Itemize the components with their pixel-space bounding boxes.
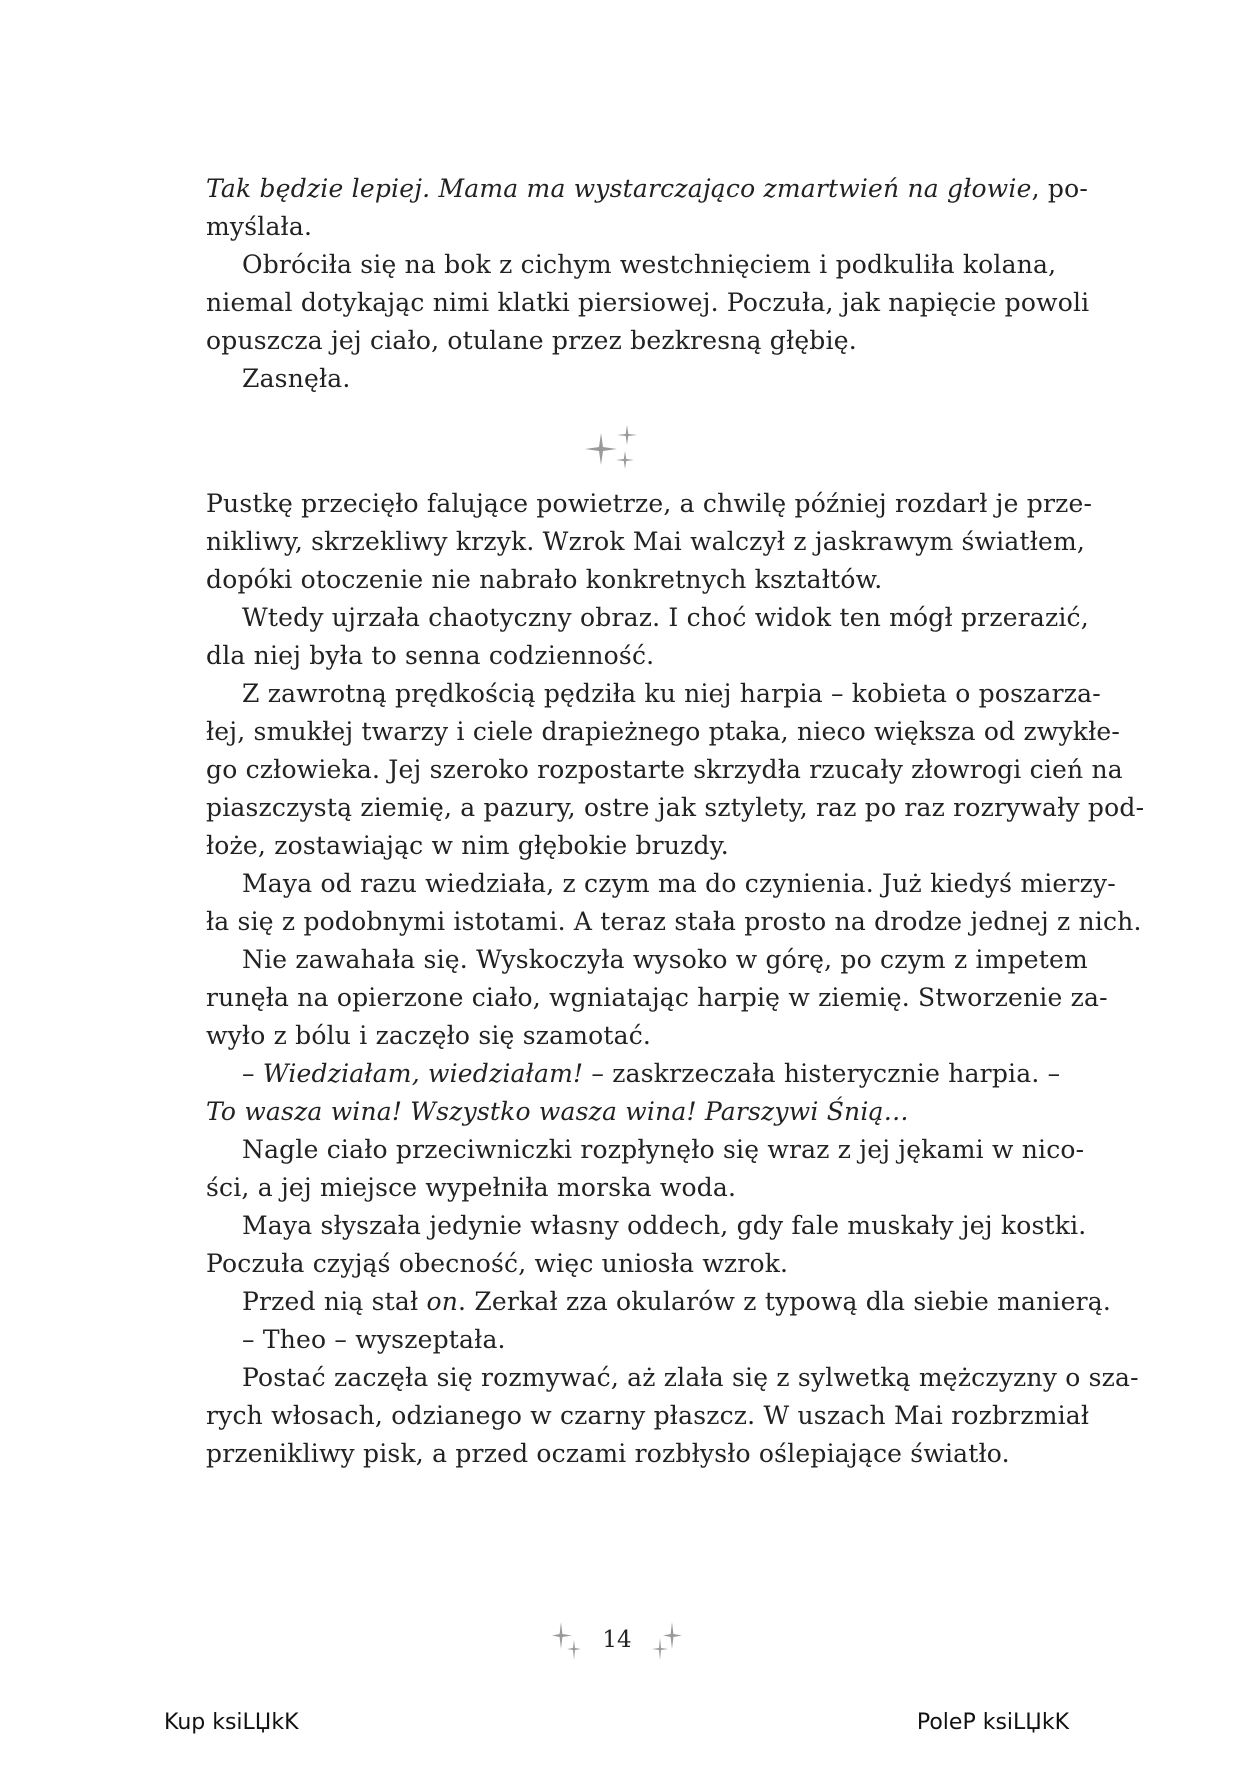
text-line bbox=[206, 979, 1108, 1017]
text-line bbox=[206, 1093, 1026, 1131]
text-line bbox=[206, 865, 1116, 903]
text-run: opuszcza jej ciało, otulane przez bezkresną głębię. bbox=[206, 326, 857, 355]
text-run: , po- bbox=[1031, 174, 1089, 203]
text-line bbox=[206, 789, 1145, 827]
italic-text: on bbox=[426, 1287, 459, 1316]
buy-book-link[interactable]: Kup ksiLЏkK bbox=[164, 1710, 299, 1735]
text-line bbox=[206, 1283, 1112, 1321]
text-line bbox=[206, 208, 1026, 246]
text-run: łoże, zostawiając w nim głębokie bruzdy. bbox=[206, 831, 729, 860]
text-run: Zasnęła. bbox=[242, 364, 351, 393]
text-run: przenikliwy pisk, a przed oczami rozbłysło oślepiające światło. bbox=[206, 1439, 1010, 1468]
text-line bbox=[206, 751, 1123, 789]
text-run: Pustkę przecięło falujące powietrze, a chwilę później rozdarł je prze- bbox=[206, 489, 1093, 518]
text-run: Wtedy ujrzała chaotyczny obraz. I choć widok ten mógł przerazić, bbox=[242, 603, 1089, 632]
text-line bbox=[206, 637, 1026, 675]
text-run: – Theo – wyszeptała. bbox=[242, 1325, 506, 1354]
text-line bbox=[206, 1017, 1026, 1055]
text-run: Przed nią stał bbox=[242, 1287, 427, 1316]
text-run: Z zawrotną prędkością pędziła ku niej harpia – kobieta o poszarza- bbox=[242, 679, 1101, 708]
text-line bbox=[206, 1207, 1087, 1245]
text-run: – bbox=[242, 1059, 263, 1088]
sparkle-stars-icon bbox=[552, 1618, 582, 1662]
text-run: wyło z bólu i zaczęło się szamotać. bbox=[206, 1021, 652, 1050]
text-run: piaszczystą ziemię, a pazury, ostre jak sztylety, raz po raz rozrywały pod- bbox=[206, 793, 1145, 822]
text-line bbox=[206, 599, 1089, 637]
text-line bbox=[206, 561, 1026, 599]
text-run: Nie zawahała się. Wyskoczyła wysoko w górę, po czym z impetem bbox=[242, 945, 1088, 974]
text-run: rych włosach, odzianego w czarny płaszcz. W uszach Mai rozbrzmiał bbox=[206, 1401, 1090, 1430]
text-run: Nagle ciało przeciwniczki rozpłynęło się wraz z jej jękami w nico- bbox=[242, 1135, 1085, 1164]
page-number: 14 bbox=[602, 1627, 632, 1653]
text-run: go człowieka. Jej szeroko rozpostarte skrzydła rzucały złowrogi cień na bbox=[206, 755, 1123, 784]
text-run: Maya słyszała jedynie własny oddech, gdy fale muskały jej kostki. bbox=[242, 1211, 1087, 1240]
text-run: ła się z podobnymi istotami. A teraz stała prosto na drodze jednej z nich. bbox=[206, 907, 1142, 936]
text-run: dla niej była to senna codzienność. bbox=[206, 641, 655, 670]
text-line bbox=[206, 941, 1088, 979]
text-line bbox=[206, 246, 1057, 284]
text-run: runęła na opierzone ciało, wgniatając harpię w ziemię. Stworzenie za- bbox=[206, 983, 1108, 1012]
text-run: Obróciła się na bok z cichym westchnięciem i podkuliła kolana, bbox=[242, 250, 1057, 279]
text-line bbox=[206, 485, 1093, 523]
page-footer bbox=[552, 1618, 682, 1662]
text-line bbox=[206, 1321, 1026, 1359]
text-line bbox=[206, 1359, 1139, 1397]
text-line bbox=[206, 713, 1121, 751]
recommend-book-link[interactable]: PoleP ksiLЏkK bbox=[916, 1710, 1069, 1735]
text-line bbox=[206, 675, 1101, 713]
text-line bbox=[206, 284, 1090, 322]
sparkle-stars-icon bbox=[652, 1618, 682, 1662]
text-run: niemal dotykając nimi klatki piersiowej. Poczuła, jak napięcie powoli bbox=[206, 288, 1090, 317]
text-line bbox=[206, 903, 1142, 941]
text-line bbox=[206, 1397, 1090, 1435]
italic-text: Tak będzie lepiej. Mama ma wystarczająco zmartwień na głowie bbox=[206, 174, 1032, 203]
text-line bbox=[206, 1055, 1061, 1093]
sparkle-stars-icon bbox=[585, 425, 645, 475]
text-block-after-break bbox=[206, 485, 1145, 1473]
text-line bbox=[206, 360, 1026, 398]
italic-text: To wasza wina! Wszystko wasza wina! Parszywi Śnią… bbox=[206, 1097, 909, 1126]
text-run: – zaskrzeczała histerycznie harpia. – bbox=[583, 1059, 1061, 1088]
text-run: łej, smukłej twarzy i ciele drapieżnego ptaka, nieco większa od zwykłe- bbox=[206, 717, 1121, 746]
text-run: dopóki otoczenie nie nabrało konkretnych kształtów. bbox=[206, 565, 883, 594]
text-run: . Zerkał zza okularów z typową dla siebie manierą. bbox=[458, 1287, 1112, 1316]
text-line bbox=[206, 1131, 1085, 1169]
text-run: Postać zaczęła się rozmywać, aż zlała się z sylwetką mężczyzny o sza- bbox=[242, 1363, 1139, 1392]
text-line bbox=[206, 1169, 1026, 1207]
text-line bbox=[206, 1245, 1026, 1283]
text-line bbox=[206, 523, 1086, 561]
text-run: Poczuła czyjąś obecność, więc uniosła wzrok. bbox=[206, 1249, 789, 1278]
text-line bbox=[206, 1435, 1026, 1473]
text-run: myślała. bbox=[206, 212, 313, 241]
text-run: Maya od razu wiedziała, z czym ma do czynienia. Już kiedyś mierzy- bbox=[242, 869, 1116, 898]
text-run: ści, a jej miejsce wypełniła morska woda. bbox=[206, 1173, 737, 1202]
text-line bbox=[206, 170, 1089, 208]
text-run: nikliwy, skrzekliwy krzyk. Wzrok Mai walczył z jaskrawym światłem, bbox=[206, 527, 1086, 556]
italic-text: Wiedziałam, wiedziałam! bbox=[262, 1059, 584, 1088]
text-line bbox=[206, 827, 1026, 865]
text-block-before-break bbox=[206, 170, 1090, 398]
text-line bbox=[206, 322, 1026, 360]
